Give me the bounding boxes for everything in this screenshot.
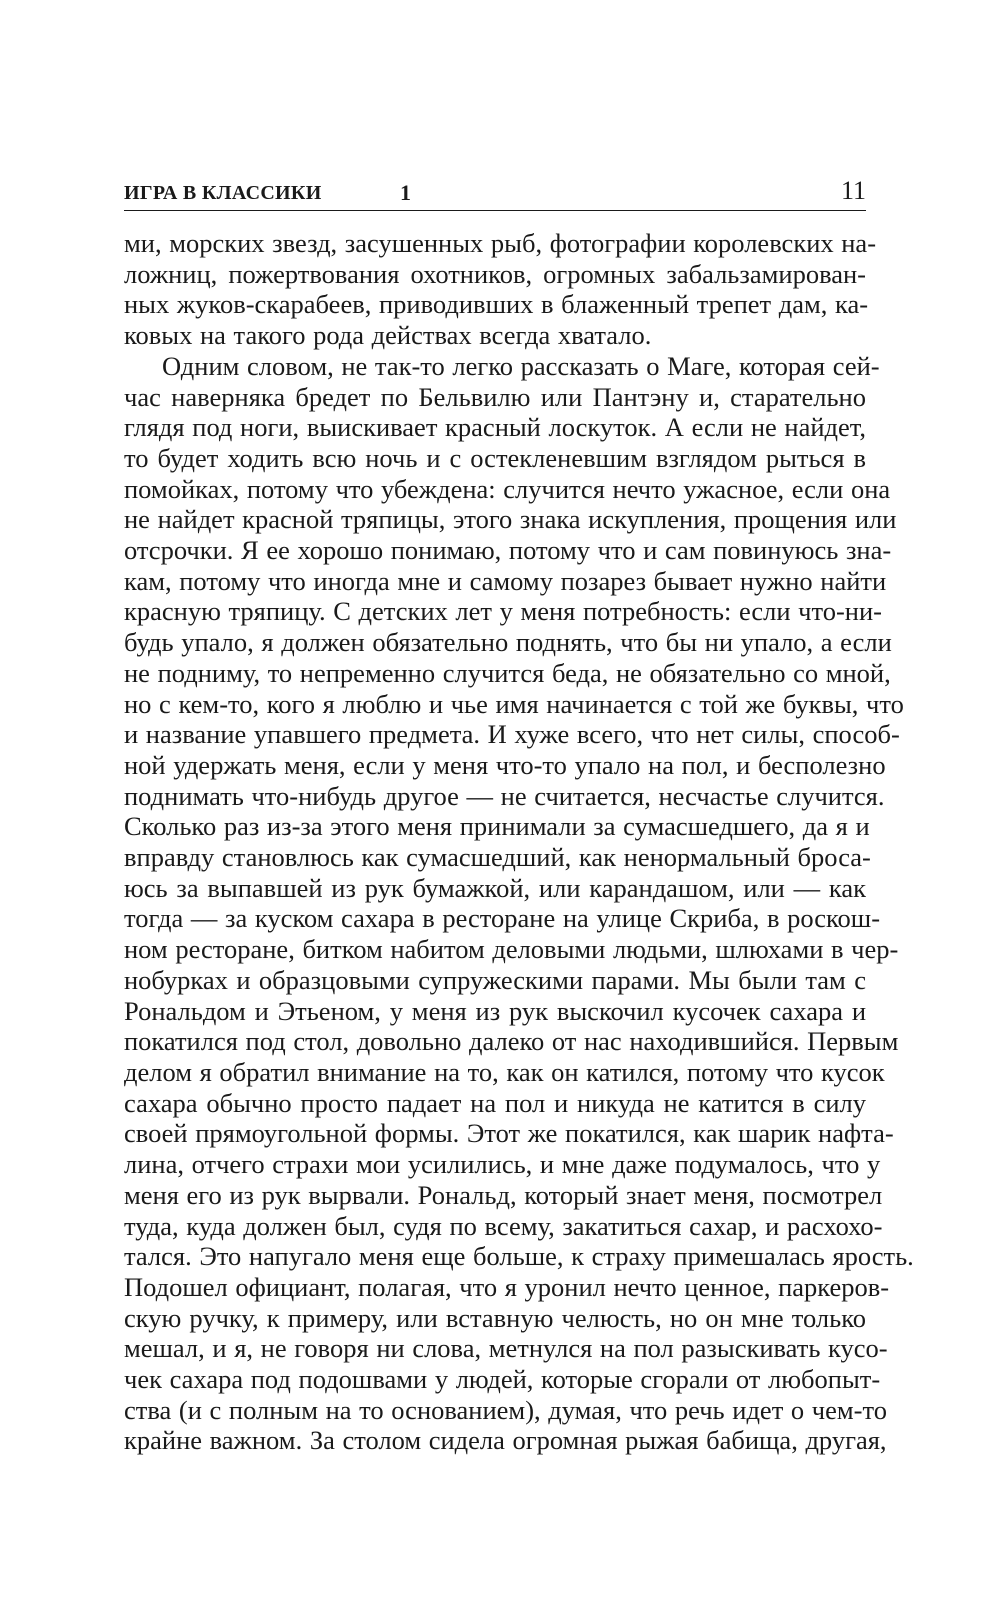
text-line: Сколько раз из-за этого меня принимали за сумасшедшего, да я и [124,811,870,842]
text-line: кам, потому что иногда мне и самому позарез бывает нужно найти [124,565,887,596]
text-line: юсь за выпавшей из рук бумажкой, или карандашом, или — как [124,872,866,903]
text-line: вправду становлюсь как сумасшедший, как ненормальный броса- [124,842,871,873]
text-line: крайне важном. За столом сидела огромная рыжая бабища, другая, [124,1425,887,1456]
text-line: покатился под стол, довольно далеко от нас находившийся. Первым [124,1026,899,1057]
text-line: делом я обратил внимание на то, как он катился, потому что кусок [124,1056,885,1087]
text-line: отсрочки. Я ее хорошо понимаю, потому что и сам повинуюсь зна- [124,535,892,566]
text-line: лина, отчего страхи мои усилились, и мне даже подумалось, что у [124,1149,881,1180]
text-line: не найдет красной тряпицы, этого знака искупления, прощения или [124,504,897,535]
text-line: час наверняка бредет по Бельвилю или Пантэну и, старательно [124,381,866,412]
body-text [124,228,914,1456]
text-line: помойках, потому что убеждена: случится нечто ужасное, если она [124,473,891,504]
text-line: ных жуков-скарабеев, приводивших в блаженный трепет дам, ка- [124,289,869,320]
text-line: нобурках и образцовыми супружескими парами. Мы были там с [124,964,866,995]
text-line: ложниц, пожертвования охотников, огромных забальзамирован- [124,258,866,289]
text-line: скую ручку, к примеру, или вставную челюсть, но он мне только [124,1302,866,1333]
text-line: меня его из рук вырвали. Рональд, который знает меня, посмотрел [124,1179,883,1210]
text-line: Одним словом, не так-то легко рассказать о Маге, которая сей- [162,350,880,381]
text-line: своей прямоугольной формы. Этот же покатился, как шарик нафта- [124,1118,894,1149]
text-line: ковых на такого рода действах всегда хватало. [124,320,652,351]
text-line: сахара обычно просто падает на пол и никуда не катится в силу [124,1087,866,1118]
text-line: то будет ходить всю ночь и с остекленевшим взглядом рыться в [124,442,866,473]
part-number: 1 [400,180,411,205]
text-line: ми, морских звезд, засушенных рыб, фотографии королевских на- [124,228,877,258]
text-line: Подошел официант, полагая, что я уронил нечто ценное, паркеров- [124,1271,890,1302]
text-line: не подниму, то непременно случится беда, не обязательно со мной, [124,657,891,688]
text-line: ной удержать меня, если у меня что-то упало на пол, и бесполезно [124,749,886,780]
text-line: мешал, и я, не говоря ни слова, метнулся на пол разыскивать кусо- [124,1333,888,1364]
text-line: туда, куда должен был, судя по всему, закатиться сахар, и расхохо- [124,1210,883,1241]
text-line: ства (и с полным на то основанием), думая, что речь идет о чем-то [124,1394,887,1425]
text-line: Рональдом и Этьеном, у меня из рук выскочил кусочек сахара и [124,995,866,1026]
page-number: 11 [840,176,866,205]
text-line: тогда — за куском сахара в ресторане на улице Скриба, в роскош- [124,903,881,934]
text-line: но с кем-то, кого я люблю и чье имя начинается с той же буквы, что [124,688,904,719]
text-line: чек сахара под подошвами у людей, которые сгорали от любопыт- [124,1364,881,1395]
text-line: тался. Это напугало меня еще больше, к страху примешалась ярость. [124,1241,914,1272]
text-line: и название упавшего предмета. И хуже всего, что нет силы, способ- [124,719,900,750]
book-title: ИГРА В КЛАССИКИ [124,182,322,204]
running-header [124,176,866,211]
text-line: красную тряпицу. С детских лет у меня потребность: если что-ни- [124,596,883,627]
text-line: ном ресторане, битком набитом деловыми людьми, шлюхами в чер- [124,934,899,965]
text-line: будь упало, я должен обязательно поднять, что бы ни упало, а если [124,627,892,658]
text-line: поднимать что-нибудь другое — не считается, несчастье случится. [124,780,885,811]
text-line: глядя под ноги, выискивает красный лоскуток. А если не найдет, [124,412,866,443]
